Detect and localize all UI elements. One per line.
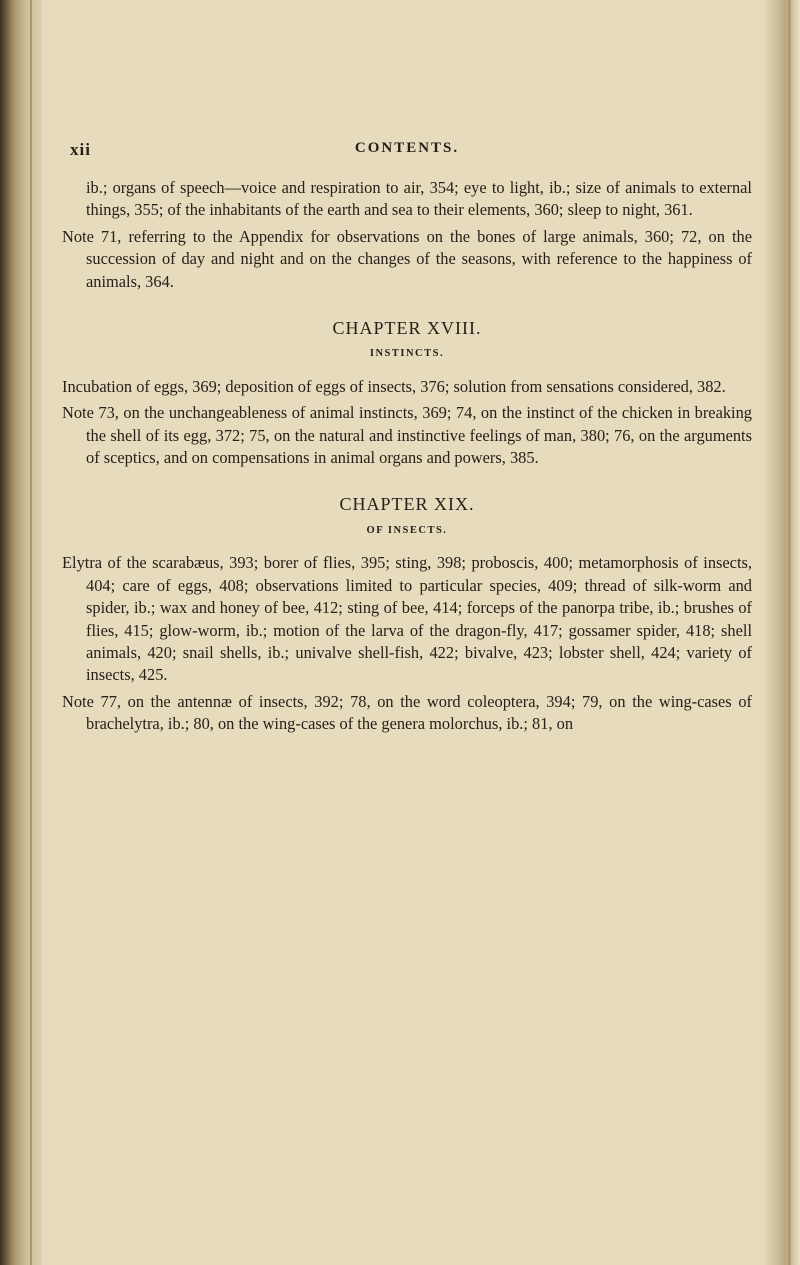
running-head [62, 140, 752, 164]
contents-note: Note 73, on the unchangeableness of animal instincts, 369; 74, on the instinct of the chicken in breaking the shell of its egg, 372; 75, on the natural and instinctive feelings of man, 380; 76, on the arguments of sceptics, and on compensations in animal organs and powers, 385. [62, 403, 752, 468]
contents-body [62, 177, 752, 740]
chapter-subheading: INSTINCTS. [369, 348, 445, 360]
contents-note: Note 71, referring to the Appendix for observations on the bones of large animals, 360; 72, on the succession of day and night and on the changes of the seasons, with reference to the happiness of animals, 364. [62, 226, 752, 291]
book-page [62, 0, 752, 1265]
chapter-heading: CHAPTER XVIII. [332, 318, 482, 339]
running-title: CONTENTS. [354, 140, 460, 156]
contents-entry: Incubation of eggs, 369; deposition of eggs of insects, 376; solution from sensations considered, 382. [62, 376, 726, 396]
page-edge-line [788, 0, 791, 1265]
chapter-heading: CHAPTER XIX. [339, 494, 475, 515]
book-binding-shadow [0, 0, 42, 1265]
binding-gutter-line [30, 0, 32, 1265]
page-number: xii [70, 140, 91, 159]
contents-entry: ib.; organs of speech—voice and respiration to air, 354; eye to light, ib.; size of animals to external things, 355; of the inhabitants of the earth and sea to their elements, 360; sleep to night, 361. [86, 178, 752, 220]
chapter-subheading: OF INSECTS. [366, 524, 448, 536]
contents-entry: Elytra of the scarabæus, 393; borer of flies, 395; sting, 398; proboscis, 400; metamorphosis of insects, 404; care of eggs, 408; observations limited to particular species, 409; thread of silk-worm and spider, ib.; wax and honey of bee, 412; sting of bee, 414; forceps of the panorpa tribe, ib.; brushes of flies, 415; glow-worm, ib.; motion of the larva of the dragon-fly, 417; gossamer spider, 418; shell animals, 420; snail shells, ib.; univalve shell-fish, 422; bivalve, 423; lobster shell, 424; variety of insects, 425. [62, 553, 752, 685]
page-edge-shadow [764, 0, 800, 1265]
contents-note: Note 77, on the antennæ of insects, 392; 78, on the word coleoptera, 394; 79, on the wing-cases of brachelytra, ib.; 80, on the wing-cases of the genera molorchus, ib.; 81, on [62, 691, 752, 734]
